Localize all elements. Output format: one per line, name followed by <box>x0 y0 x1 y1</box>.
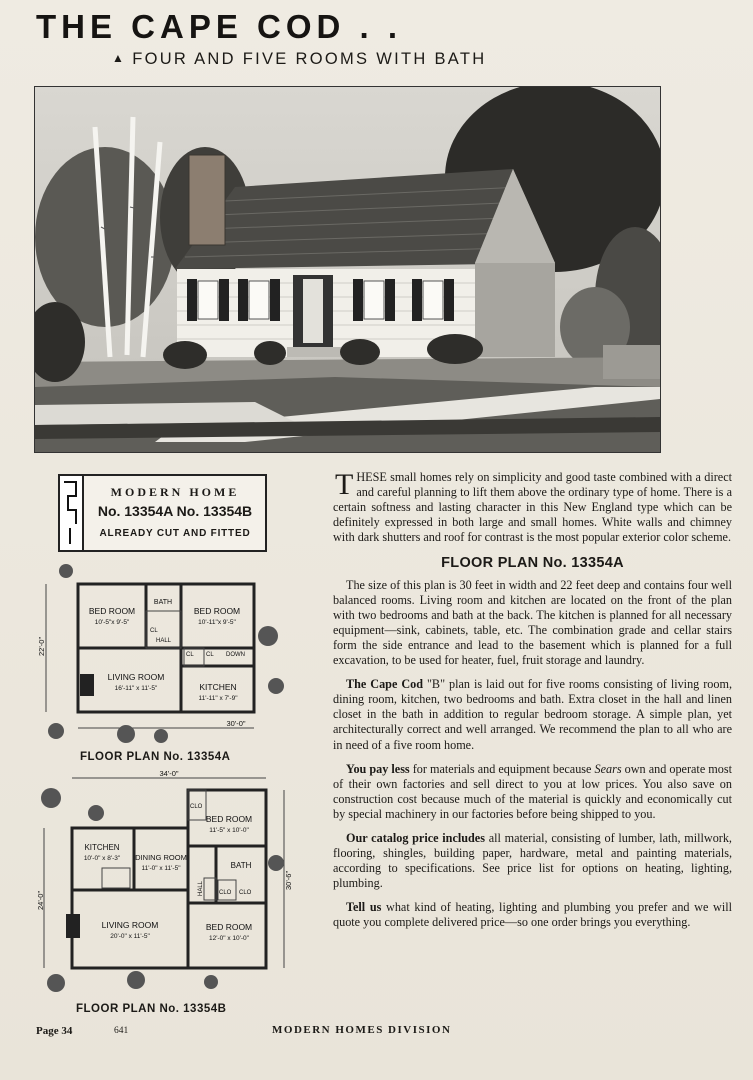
floor-plan-b-drawing <box>36 768 294 1006</box>
plan-b-closet-label: CLO <box>239 890 252 896</box>
page-number: Page 34 <box>36 1025 73 1037</box>
plan-a-closet-label: CL <box>150 628 158 634</box>
plan-a-room-size: 16'-11" x 11'-5" <box>114 685 158 692</box>
plan-b-depth-left-dimension: 24'-0" <box>36 890 45 910</box>
catalog-price-paragraph: Our catalog price includes all material, consisting of lumber, lath, millwork, flooring, shingles, building paper, hardware, metal and painting materials, according to specifications. See price list for options on heating, lighting, plumbing. <box>333 830 732 891</box>
floor-plan-a-caption: FLOOR PLAN No. 13354A <box>80 751 231 763</box>
tell-us-paragraph: Tell us what kind of heating, lighting and plumbing you prefer and we will quote you complete delivered price—so one order brings you everything. <box>333 900 732 930</box>
triangle-icon: ▲ <box>112 51 127 65</box>
subtitle-text: FOUR AND FIVE ROOMS WITH BATH <box>132 50 487 68</box>
catalog-number: 641 <box>114 1026 129 1036</box>
page-title: THE CAPE COD . . <box>36 8 403 45</box>
plan-a-room-size: 10'-5"x 9'-5" <box>94 619 130 626</box>
plan-b-closet-label: CLO <box>219 890 232 896</box>
page-subtitle <box>112 50 486 69</box>
plan-a-paragraph: The size of this plan is 30 feet in width and 22 feet deep and contains four well balanced rooms. Living room and kitchen are located on the front of the plan with two bedrooms and bath at the back. The kitchen is planned for all necessary equipment—sink, cabinets, table, etc. The combination grade and cellar stairs form the side entrance and lead to the basement which is planned for a full excavation, to be used for heater, fuel, fruit storage and laundry. <box>333 577 732 668</box>
plan-b-hall-label: HALL <box>198 880 204 896</box>
plan-b-room-size: 11'-0" x 11'-5" <box>141 865 181 872</box>
plan-b-room-name: BED ROOM <box>205 922 253 932</box>
plan-b-room-name: KITCHEN <box>84 843 120 852</box>
plan-b-depth-right-dimension: 30'-6" <box>284 870 293 890</box>
plan-a-closet-label: CL <box>186 652 194 658</box>
plan-b-room-name: LIVING ROOM <box>101 920 159 930</box>
badge-model-numbers: No. 13354A No. 13354B <box>97 503 253 519</box>
plan-a-room-name: BATH <box>153 599 173 606</box>
modern-home-badge <box>58 474 267 552</box>
badge-tagline: ALREADY CUT AND FITTED <box>99 528 251 539</box>
plan-a-room-size: 11'-11" x 7'-9" <box>198 695 238 702</box>
plan-b-closet-label: CLO <box>190 804 203 810</box>
plan-a-closet-label: CL <box>206 652 214 658</box>
floor-plan-heading: FLOOR PLAN No. 13354A <box>441 555 624 572</box>
plan-b-room-name: BATH <box>230 861 252 870</box>
plan-b-room-name: BED ROOM <box>205 814 253 824</box>
plan-b-room-size: 20'-0" x 11'-5" <box>110 933 150 940</box>
plan-a-room-name: BED ROOM <box>88 606 136 616</box>
floor-plan-a-drawing <box>36 556 294 748</box>
drop-cap: T <box>335 468 354 501</box>
intro-paragraph: THESE small homes rely on simplicity and good taste combined with a direct and careful planning to lift them above the ordinary type of home. There is a certain softness and lasting character in this New England type which can be definitely expressed in both large and small homes. White walls and chimney with dark shutters and roof for contrast is the most popular exterior color scheme. <box>333 468 732 545</box>
floor-plan-b-caption: FLOOR PLAN No. 13354B <box>76 1003 227 1015</box>
plan-a-room-name: KITCHEN <box>199 682 237 692</box>
plan-a-width-dimension: 30'-0" <box>226 719 246 728</box>
plan-a-room-size: 10'-11"x 9'-5" <box>198 619 236 626</box>
plan-a-room-name: LIVING ROOM <box>107 672 165 682</box>
plan-b-paragraph: The Cape Cod "B" plan is laid out for five rooms consisting of living room, dining room, kitchen, two bedrooms and bath. Extra closet in the hall and linen closet in the bath in addition to regular bedroom storage. A simple plan, yet architecturally correct and well arranged. We recommend the plan to all who are in need of a five room home. <box>333 677 732 752</box>
badge-heading: MODERN HOME <box>110 485 240 499</box>
pay-less-paragraph: You pay less for materials and equipment because Sears own and operate most of their own factories and sell direct to you at low prices. You also save on construction cost because much of the material is quickly and economically cut by special machinery in our factories before being shipped to you. <box>333 761 732 821</box>
plan-a-room-name: BED ROOM <box>193 606 241 616</box>
sears-logo-icon <box>60 476 84 550</box>
house-illustration <box>34 86 661 453</box>
plan-b-room-name: DINING ROOM <box>135 853 187 862</box>
plan-a-stairs-label: DOWN <box>226 652 245 658</box>
plan-b-room-size: 11'-5" x 10'-0" <box>209 827 249 834</box>
description-text <box>333 470 732 940</box>
plan-b-width-dimension: 34'-0" <box>159 769 179 778</box>
plan-b-room-size: 10'-0" x 8'-3" <box>83 855 121 862</box>
plan-b-room-size: 12'-0" x 10'-0" <box>209 935 249 942</box>
plan-a-depth-dimension: 22'-0" <box>37 636 46 656</box>
division-name: MODERN HOMES DIVISION <box>272 1024 452 1036</box>
plan-a-hall-label: HALL <box>156 638 172 644</box>
